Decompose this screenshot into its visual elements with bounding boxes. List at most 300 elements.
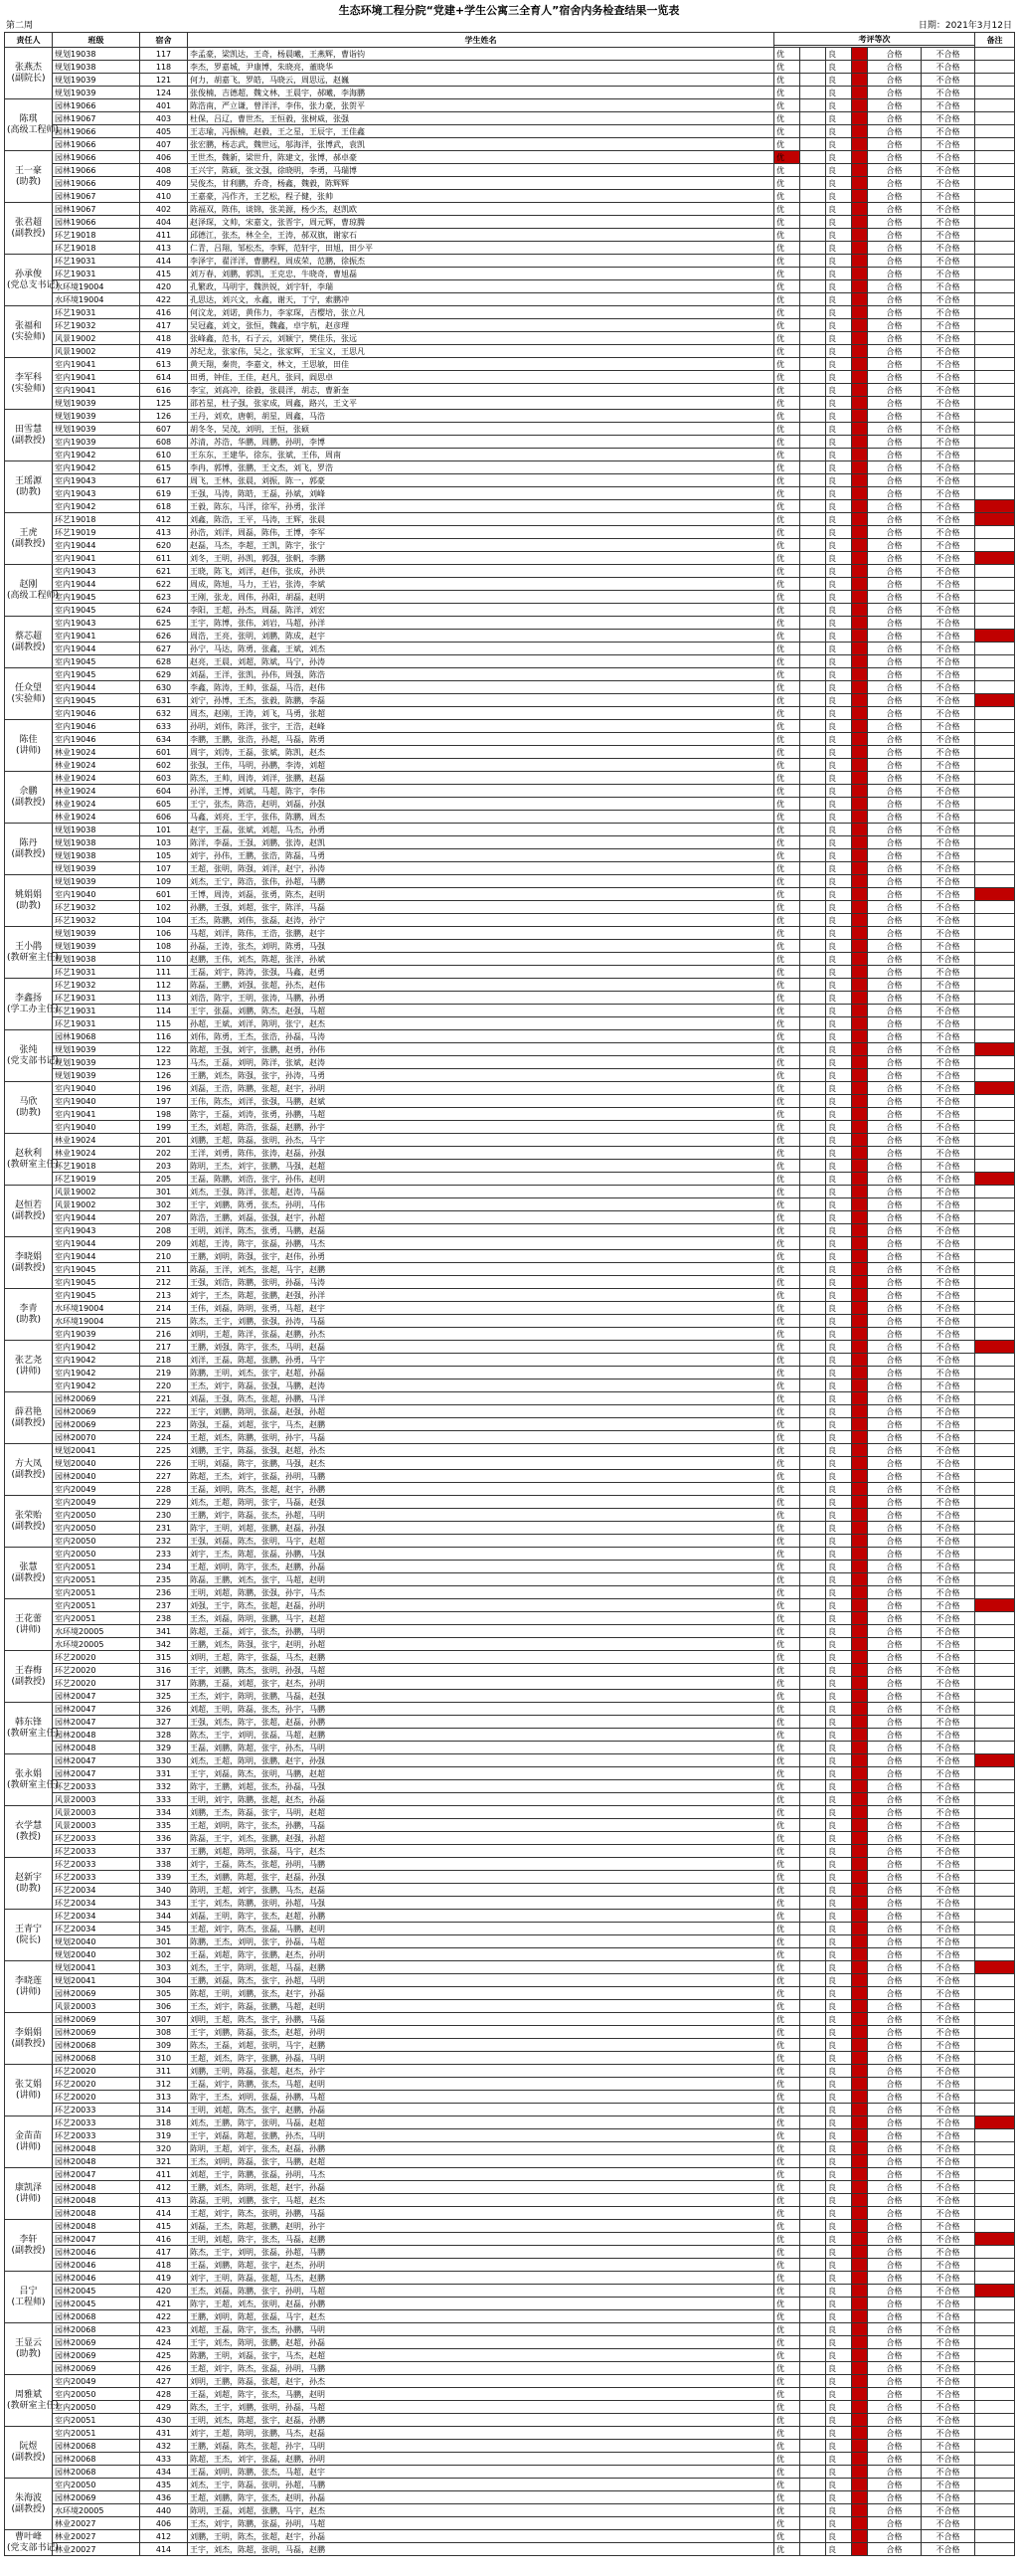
note-cell xyxy=(975,643,1015,655)
rating-fail: 不合格 xyxy=(922,319,975,332)
rating-fail: 不合格 xyxy=(922,190,975,203)
responsible-person xyxy=(5,565,60,617)
rating-excellent: 优 xyxy=(774,229,800,242)
rating-excellent-mark xyxy=(800,2543,826,2556)
responsible-title: (高级工程师) xyxy=(7,590,60,601)
rating-excellent: 优 xyxy=(774,423,800,436)
rating-fail: 不合格 xyxy=(922,151,975,164)
students-cell: 刘杰，王超，陈明，张鹏，赵宇，孙强 xyxy=(188,1754,774,1767)
rating-pass: 合格 xyxy=(868,2298,922,2310)
rating-excellent: 优 xyxy=(774,1276,800,1289)
rating-mark xyxy=(852,1651,868,1664)
class-cell: 林业19024 xyxy=(53,811,140,824)
rating-pass: 合格 xyxy=(868,423,922,436)
rating-pass: 合格 xyxy=(868,449,922,461)
rating-pass: 合格 xyxy=(868,2259,922,2272)
rating-fail: 不合格 xyxy=(922,1496,975,1509)
class-cell: 环艺19032 xyxy=(53,901,140,914)
rating-excellent-mark xyxy=(800,1664,826,1677)
table-row xyxy=(5,151,1015,164)
rating-excellent-mark xyxy=(800,1341,826,1354)
rating-pass: 合格 xyxy=(868,151,922,164)
rating-pass: 合格 xyxy=(868,1069,922,1082)
note-cell xyxy=(975,1367,1015,1380)
dorm-cell: 420 xyxy=(140,280,188,293)
rating-good: 良 xyxy=(826,1276,852,1289)
rating-excellent-mark xyxy=(800,151,826,164)
table-row xyxy=(5,940,1015,953)
rating-excellent: 优 xyxy=(774,1729,800,1742)
rating-excellent: 优 xyxy=(774,2233,800,2246)
rating-good: 良 xyxy=(826,474,852,487)
dorm-cell: 418 xyxy=(140,2259,188,2272)
rating-pass: 合格 xyxy=(868,1121,922,1134)
responsible-person xyxy=(5,2530,60,2556)
rating-mark xyxy=(852,785,868,798)
rating-excellent-mark xyxy=(800,319,826,332)
table-row xyxy=(5,1082,1015,1095)
table-row xyxy=(5,1561,1015,1573)
dorm-cell: 307 xyxy=(140,2013,188,2026)
students-cell: 王杰，刘宇，陈明，张鹏，马磊，赵强 xyxy=(188,1690,774,1703)
rating-pass: 合格 xyxy=(868,61,922,74)
students-cell: 刘宇，王杰，陈超，张鹏，赵强，孙洋 xyxy=(188,1289,774,1302)
rating-excellent-mark xyxy=(800,2466,826,2479)
students-cell: 马超，刘洋，陈伟，王浩，张鹏，赵宇 xyxy=(188,927,774,940)
note-cell xyxy=(975,901,1015,914)
table-row xyxy=(5,268,1015,280)
rating-good: 良 xyxy=(826,643,852,655)
rating-excellent-mark xyxy=(800,1354,826,1367)
rating-excellent: 优 xyxy=(774,2142,800,2155)
class-cell: 室内19043 xyxy=(53,1224,140,1237)
rating-good: 良 xyxy=(826,2220,852,2233)
table-row xyxy=(5,513,1015,526)
dorm-cell: 308 xyxy=(140,2026,188,2039)
students-cell: 王磊，刘鹏，陈超，张宇，赵杰，孙明 xyxy=(188,2259,774,2272)
table-row xyxy=(5,2530,1015,2543)
dorm-cell: 221 xyxy=(140,1392,188,1405)
rating-pass: 合格 xyxy=(868,2246,922,2259)
table-row xyxy=(5,1612,1015,1625)
responsible-name: 金苗苗 xyxy=(14,2130,42,2141)
responsible-person xyxy=(5,927,60,979)
rating-pass: 合格 xyxy=(868,1405,922,1418)
rating-excellent-mark xyxy=(800,474,826,487)
rating-fail: 不合格 xyxy=(922,2116,975,2129)
responsible-title: (讲师) xyxy=(15,2090,42,2101)
rating-mark xyxy=(852,979,868,992)
rating-pass: 合格 xyxy=(868,2155,922,2168)
table-row xyxy=(5,1483,1015,1496)
rating-excellent: 优 xyxy=(774,2543,800,2556)
rating-good: 良 xyxy=(826,2078,852,2091)
rating-excellent: 优 xyxy=(774,940,800,953)
table-row xyxy=(5,1030,1015,1043)
students-cell: 王鹏，刘宇，陈磊，张杰，孙超，马明 xyxy=(188,1509,774,1522)
class-cell: 室内20051 xyxy=(53,1599,140,1612)
class-cell: 园林20068 xyxy=(53,2466,140,2479)
students-cell: 赵磊，马杰，李超，王凯，陈宇，张宁 xyxy=(188,539,774,552)
dorm-cell: 111 xyxy=(140,966,188,979)
note-cell xyxy=(975,48,1015,61)
rating-pass: 合格 xyxy=(868,1198,922,1211)
rating-excellent-mark xyxy=(800,668,826,681)
responsible-name: 赵刚 xyxy=(19,579,38,590)
rating-excellent-mark xyxy=(800,229,826,242)
class-cell: 规划19039 xyxy=(53,74,140,87)
rating-mark xyxy=(852,1457,868,1470)
rating-good: 良 xyxy=(826,1069,852,1082)
students-cell: 陈明，王超，刘宇，张杰，赵磊，孙鹏 xyxy=(188,2142,774,2155)
note-cell xyxy=(975,1690,1015,1703)
rating-fail: 不合格 xyxy=(922,707,975,720)
responsible-person xyxy=(5,1237,53,1289)
table-row xyxy=(5,2362,1015,2375)
dorm-cell: 333 xyxy=(140,1793,188,1806)
note-cell xyxy=(975,1923,1015,1935)
dorm-cell: 611 xyxy=(140,552,188,565)
class-cell: 室内19041 xyxy=(53,630,140,643)
class-cell: 环艺20033 xyxy=(53,1780,140,1793)
rating-good: 良 xyxy=(826,1535,852,1548)
rating-excellent-mark xyxy=(800,1082,826,1095)
rating-excellent-mark xyxy=(800,1017,826,1030)
rating-fail: 不合格 xyxy=(922,849,975,862)
sub-bar xyxy=(4,20,1014,32)
rating-mark xyxy=(852,2104,868,2116)
table-row xyxy=(5,384,1015,397)
table-row xyxy=(5,1470,1015,1483)
rating-mark xyxy=(852,1509,868,1522)
note-cell xyxy=(975,875,1015,888)
rating-good: 良 xyxy=(826,1586,852,1599)
students-cell: 赵亮，王晨，刘超，陈斌，马宁，孙涛 xyxy=(188,655,774,668)
students-cell: 邱德江，张杰，林全全，王涛，郝双旗，谢家石 xyxy=(188,229,774,242)
rating-pass: 合格 xyxy=(868,630,922,643)
note-cell xyxy=(975,358,1015,371)
rating-excellent-mark xyxy=(800,681,826,694)
rating-good: 良 xyxy=(826,1211,852,1224)
class-cell: 园林19066 xyxy=(53,216,140,229)
students-cell: 孔繁政，马明宇，魏洪锐，刘宇轩，李瑞 xyxy=(188,280,774,293)
table-row xyxy=(5,1948,1015,1961)
class-cell: 环艺20020 xyxy=(53,1677,140,1690)
rating-excellent-mark xyxy=(800,1845,826,1858)
note-cell xyxy=(975,1082,1015,1095)
class-cell: 室内19043 xyxy=(53,474,140,487)
responsible-name: 王瑶源 xyxy=(14,475,42,486)
rating-excellent: 优 xyxy=(774,1625,800,1638)
students-cell: 王超，刘宇，陈杰，张明，孙鹏，马磊 xyxy=(188,2207,774,2220)
rating-pass: 合格 xyxy=(868,1509,922,1522)
rating-excellent: 优 xyxy=(774,2375,800,2388)
note-cell xyxy=(975,2401,1015,2414)
rating-mark xyxy=(852,1974,868,1987)
rating-fail: 不合格 xyxy=(922,2026,975,2039)
rating-excellent: 优 xyxy=(774,2401,800,2414)
rating-excellent: 优 xyxy=(774,927,800,940)
dorm-cell: 237 xyxy=(140,1599,188,1612)
rating-mark xyxy=(852,849,868,862)
rating-mark xyxy=(852,2349,868,2362)
students-cell: 孙浩，刘洋，周磊，陈伟，王博，李军 xyxy=(188,526,774,539)
rating-fail: 不合格 xyxy=(922,1444,975,1457)
rating-excellent-mark xyxy=(800,1703,826,1716)
rating-fail: 不合格 xyxy=(922,539,975,552)
responsible-name: 韩东锋 xyxy=(14,1717,42,1728)
rating-fail: 不合格 xyxy=(922,2181,975,2194)
class-cell: 园林19067 xyxy=(53,203,140,216)
rating-fail: 不合格 xyxy=(922,824,975,836)
rating-excellent: 优 xyxy=(774,2453,800,2466)
note-cell xyxy=(975,164,1015,177)
class-cell: 环艺19031 xyxy=(53,268,140,280)
dorm-cell: 228 xyxy=(140,1483,188,1496)
rating-good: 良 xyxy=(826,384,852,397)
students-cell: 王超，刘宇，陈杰，张磊，孙明，马鹏 xyxy=(188,2362,774,2375)
rating-fail: 不合格 xyxy=(922,332,975,345)
dorm-cell: 339 xyxy=(140,1871,188,1884)
rating-good: 良 xyxy=(826,1703,852,1716)
note-cell xyxy=(975,2065,1015,2078)
dorm-cell: 125 xyxy=(140,397,188,410)
rating-good: 良 xyxy=(826,811,852,824)
note-cell xyxy=(975,1173,1015,1186)
rating-mark xyxy=(852,1069,868,1082)
rating-mark xyxy=(852,1548,868,1561)
rating-good: 良 xyxy=(826,268,852,280)
class-cell: 水环境19004 xyxy=(53,1315,140,1328)
dorm-cell: 211 xyxy=(140,1263,188,1276)
class-cell: 环艺20034 xyxy=(53,1923,140,1935)
rating-mark xyxy=(852,125,868,138)
students-cell: 王鹏，刘磊，陈杰，张宇，孙超，马明 xyxy=(188,1974,774,1987)
class-cell: 园林19067 xyxy=(53,190,140,203)
rating-excellent: 优 xyxy=(774,138,800,151)
rating-pass: 合格 xyxy=(868,190,922,203)
rating-excellent-mark xyxy=(800,87,826,99)
students-cell: 王世杰，魏新，梁世升，陈建文，张博，郝卓豪 xyxy=(188,151,774,164)
responsible-name: 张福和 xyxy=(14,320,42,331)
rating-good: 良 xyxy=(826,2104,852,2116)
responsible-name: 蔡芯超 xyxy=(14,631,42,642)
dorm-cell: 344 xyxy=(140,1910,188,1923)
responsible-person xyxy=(5,1754,60,1806)
table-row xyxy=(5,2349,1015,2362)
rating-good: 良 xyxy=(826,785,852,798)
rating-fail: 不合格 xyxy=(922,2155,975,2168)
rating-excellent-mark xyxy=(800,2272,826,2285)
note-cell xyxy=(975,1250,1015,1263)
responsible-name: 赵新宇 xyxy=(14,1872,42,1883)
rating-fail: 不合格 xyxy=(922,1405,975,1418)
rating-excellent-mark xyxy=(800,2091,826,2104)
table-row xyxy=(5,1095,1015,1108)
dorm-cell: 302 xyxy=(140,1198,188,1211)
table-row xyxy=(5,1858,1015,1871)
rating-excellent: 优 xyxy=(774,2298,800,2310)
class-cell: 园林19067 xyxy=(53,112,140,125)
rating-mark xyxy=(852,759,868,772)
dorm-cell: 606 xyxy=(140,811,188,824)
table-row xyxy=(5,604,1015,617)
note-cell xyxy=(975,2310,1015,2323)
dorm-cell: 115 xyxy=(140,1017,188,1030)
class-cell: 规划19038 xyxy=(53,824,140,836)
rating-fail: 不合格 xyxy=(922,2517,975,2530)
rating-pass: 合格 xyxy=(868,436,922,449)
rating-excellent: 优 xyxy=(774,2530,800,2543)
rating-excellent-mark xyxy=(800,1315,826,1328)
students-cell: 陈宇，王明，刘超，张鹏，赵磊，孙强 xyxy=(188,1522,774,1535)
students-cell: 刘伟，陈勇，王杰，张浩，孙磊，马涛 xyxy=(188,1030,774,1043)
rating-good: 良 xyxy=(826,1328,852,1341)
rating-excellent: 优 xyxy=(774,268,800,280)
responsible-title: (助教) xyxy=(15,1883,42,1894)
students-cell: 陈超，王强，刘宇，张鹏，赵勇，孙伟 xyxy=(188,1043,774,1056)
table-row xyxy=(5,1173,1015,1186)
table-row xyxy=(5,358,1015,371)
table-row xyxy=(5,2401,1015,2414)
students-cell: 王宇，刘磊，陈杰，张明，马鹏，赵超 xyxy=(188,1767,774,1780)
dorm-cell: 106 xyxy=(140,927,188,940)
dorm-cell: 235 xyxy=(140,1573,188,1586)
rating-excellent: 优 xyxy=(774,979,800,992)
students-cell: 刘宇，王磊，陈杰，张超，孙明，马鹏 xyxy=(188,1858,774,1871)
rating-fail: 不合格 xyxy=(922,306,975,319)
class-cell: 水环境19004 xyxy=(53,293,140,306)
rating-pass: 合格 xyxy=(868,2466,922,2479)
rating-mark xyxy=(852,1754,868,1767)
note-cell xyxy=(975,410,1015,423)
rating-pass: 合格 xyxy=(868,1561,922,1573)
rating-mark xyxy=(852,1005,868,1017)
class-cell: 规划19039 xyxy=(53,397,140,410)
dorm-cell: 614 xyxy=(140,371,188,384)
rating-mark xyxy=(852,940,868,953)
rating-fail: 不合格 xyxy=(922,2013,975,2026)
note-cell xyxy=(975,2504,1015,2517)
students-cell: 王宇，刘鹏，陈杰，张明，孙强，马超 xyxy=(188,1664,774,1677)
rating-excellent-mark xyxy=(800,2078,826,2091)
note-cell xyxy=(975,824,1015,836)
responsible-name: 赵秋利 xyxy=(14,1148,42,1159)
rating-excellent-mark xyxy=(800,2427,826,2440)
rating-fail: 不合格 xyxy=(922,1392,975,1405)
note-cell xyxy=(975,720,1015,733)
rating-good: 良 xyxy=(826,1367,852,1380)
rating-pass: 合格 xyxy=(868,1599,922,1612)
rating-pass: 合格 xyxy=(868,1147,922,1160)
rating-mark xyxy=(852,927,868,940)
rating-excellent: 优 xyxy=(774,2104,800,2116)
students-cell: 李孟豪，梁凯达，王奇，杨晨曦，王燕辉，曹诣钧 xyxy=(188,48,774,61)
rating-good: 良 xyxy=(826,1832,852,1845)
note-cell xyxy=(975,1056,1015,1069)
rating-pass: 合格 xyxy=(868,1315,922,1328)
class-cell: 室内20050 xyxy=(53,1509,140,1522)
class-cell: 园林20048 xyxy=(53,2207,140,2220)
dorm-cell: 627 xyxy=(140,643,188,655)
responsible-title: (助教) xyxy=(15,900,42,911)
dorm-cell: 629 xyxy=(140,668,188,681)
table-row xyxy=(5,785,1015,798)
rating-mark xyxy=(852,2013,868,2026)
rating-fail: 不合格 xyxy=(922,1987,975,2000)
students-cell: 王晓，陈飞，刘洋，赵伟，张成，孙洪 xyxy=(188,565,774,578)
students-cell: 李冉，郭博，张鹏，王文杰，刘飞，罗浩 xyxy=(188,461,774,474)
rating-good: 良 xyxy=(826,1767,852,1780)
rating-mark xyxy=(852,1522,868,1535)
rating-good: 良 xyxy=(826,112,852,125)
students-cell: 王鹏，刘杰，陈强，张宇，赵明，孙超 xyxy=(188,1638,774,1651)
note-cell xyxy=(975,2272,1015,2285)
rating-fail: 不合格 xyxy=(922,2129,975,2142)
rating-pass: 合格 xyxy=(868,772,922,785)
rating-good: 良 xyxy=(826,1509,852,1522)
rating-mark xyxy=(852,1586,868,1599)
class-cell: 环艺19019 xyxy=(53,1173,140,1186)
rating-mark xyxy=(852,2375,868,2388)
rating-pass: 合格 xyxy=(868,513,922,526)
class-cell: 室内20050 xyxy=(53,1522,140,1535)
rating-pass: 合格 xyxy=(868,125,922,138)
responsible-title: (党支部书记) xyxy=(7,1055,60,1066)
rating-pass: 合格 xyxy=(868,2207,922,2220)
students-cell: 陈明，王杰，刘宇，张鹏，马强，赵超 xyxy=(188,1160,774,1173)
rating-good: 良 xyxy=(826,449,852,461)
rating-excellent: 优 xyxy=(774,2065,800,2078)
dorm-cell: 412 xyxy=(140,2530,188,2543)
rating-excellent: 优 xyxy=(774,746,800,759)
col-header-dorm: 宿舍 xyxy=(140,33,188,48)
students-cell: 刘万春，刘鹏，郭凯，王克忠，牛晓奇，曹旭磊 xyxy=(188,268,774,280)
class-cell: 室内19045 xyxy=(53,694,140,707)
students-cell: 刘洋，王磊，陈超，张鹏，孙勇，马宇 xyxy=(188,1354,774,1367)
rating-good: 良 xyxy=(826,1664,852,1677)
dorm-cell: 414 xyxy=(140,2543,188,2556)
rating-excellent: 优 xyxy=(774,1742,800,1754)
table-row xyxy=(5,2543,1015,2556)
students-cell: 王强，刘杰，陈宇，张超，赵磊，孙鹏 xyxy=(188,1716,774,1729)
rating-excellent: 优 xyxy=(774,461,800,474)
students-cell: 刘超，王宇，陈鹏，张磊，孙明，马杰 xyxy=(188,2168,774,2181)
dorm-cell: 624 xyxy=(140,604,188,617)
class-cell: 室内19045 xyxy=(53,604,140,617)
rating-good: 良 xyxy=(826,2388,852,2401)
rating-fail: 不合格 xyxy=(922,2142,975,2155)
table-row xyxy=(5,436,1015,449)
rating-pass: 合格 xyxy=(868,733,922,746)
dorm-cell: 416 xyxy=(140,2233,188,2246)
dorm-cell: 196 xyxy=(140,1082,188,1095)
table-row xyxy=(5,1974,1015,1987)
table-row xyxy=(5,565,1015,578)
responsible-title: (讲师) xyxy=(15,1624,42,1635)
rating-pass: 合格 xyxy=(868,1056,922,1069)
rating-excellent-mark xyxy=(800,280,826,293)
rating-pass: 合格 xyxy=(868,1237,922,1250)
class-cell: 室内20050 xyxy=(53,1535,140,1548)
rating-good: 良 xyxy=(826,1677,852,1690)
rating-excellent: 优 xyxy=(774,2026,800,2039)
students-cell: 王宇，陈博，张伟，刘岩，马超，孙洋 xyxy=(188,617,774,630)
rating-fail: 不合格 xyxy=(922,1509,975,1522)
students-cell: 王超，刘宇，陈杰，张磊，马鹏，赵明 xyxy=(188,1923,774,1935)
note-cell xyxy=(975,216,1015,229)
note-cell xyxy=(975,1561,1015,1573)
